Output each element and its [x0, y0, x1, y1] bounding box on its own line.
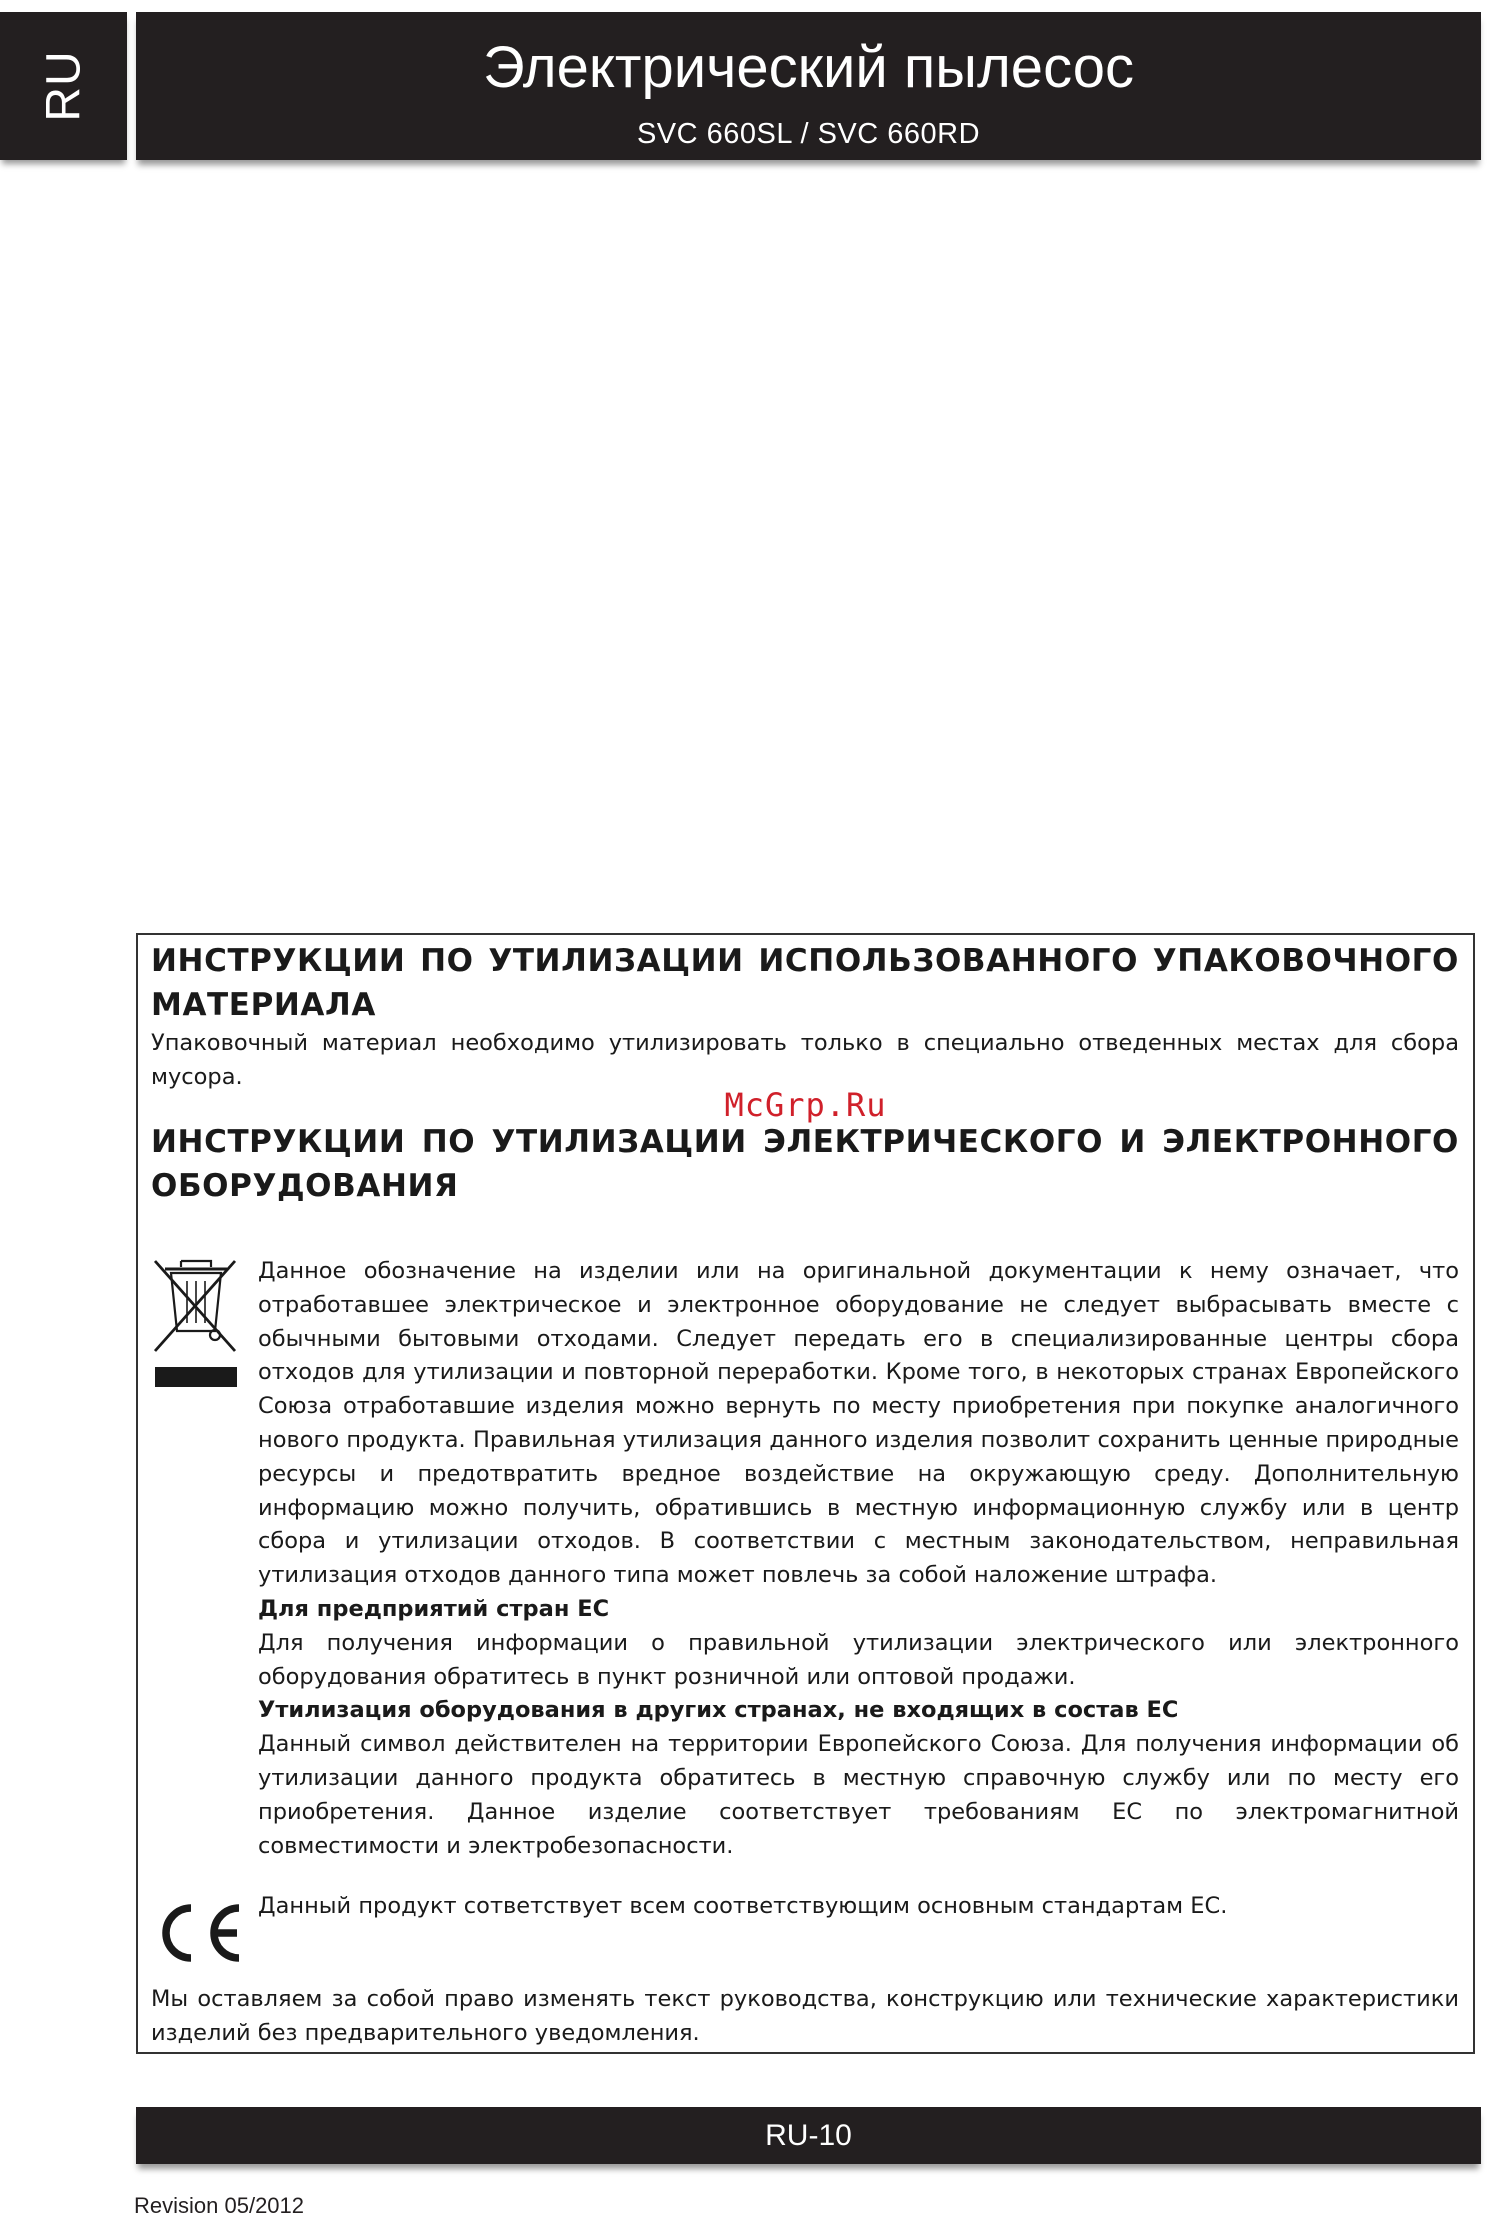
- heading-word: И: [1119, 1124, 1146, 1160]
- electronics-heading: [151, 1120, 1459, 1208]
- weee-section: [151, 1255, 1459, 1863]
- disclaimer-text: Мы оставляем за собой право изменять текст руководства, конструкцию или технические характеристики изделий без предварительного уведомления.: [151, 1986, 1459, 2046]
- heading-word: ИНСТРУКЦИИ: [151, 1124, 406, 1160]
- page-footer: [136, 2107, 1481, 2164]
- heading-word: ЭЛЕКТРОННОГО: [1162, 1124, 1459, 1160]
- heading-word: УТИЛИЗАЦИИ: [491, 1124, 747, 1160]
- heading-word: УТИЛИЗАЦИИ: [488, 943, 744, 979]
- eu-business-heading: Для предприятий стран ЕС: [258, 1595, 610, 1622]
- language-label: RU: [37, 50, 90, 122]
- non-eu-text: Данный символ действителен на территории Европейского Союза. Для получения информации об утилизации данного продукта обратитесь в местную справочную службу или по месту его приобретения. Данное изделие соответствует требованиям ЕС по электромагнитной совместимости и электробезопасности.: [258, 1731, 1459, 1859]
- ce-section: [151, 1890, 1459, 1924]
- ce-text: Данный продукт сответствует всем соответствующим основным стандартам ЕС.: [258, 1893, 1228, 1919]
- revision-label: Revision 05/2012: [134, 2193, 305, 2216]
- heading-word: ИНСТРУКЦИИ: [151, 943, 406, 979]
- heading-word: ИСПОЛЬЗОВАННОГО: [758, 943, 1139, 979]
- packaging-heading-line2: МАТЕРИАЛА: [151, 987, 376, 1023]
- ce-mark-icon: [151, 1902, 247, 1964]
- language-tab: [0, 12, 127, 160]
- heading-word: УПАКОВОЧНОГО: [1152, 943, 1459, 979]
- page-header: [136, 12, 1481, 160]
- weee-text-block: [258, 1255, 1459, 1863]
- non-eu-heading: Утилизация оборудования в других странах, не входящих в состав ЕС: [258, 1697, 1179, 1724]
- eu-business-text: Для получения информации о правильной утилизации электрического или электронного оборудования обратитесь в пункт розничной или оптовой продажи.: [258, 1629, 1459, 1690]
- electronics-heading-line1: [151, 1120, 1459, 1164]
- crossed-out-wheelie-bin-icon: [151, 1255, 241, 1391]
- page-title: Электрический пылесос: [483, 35, 1134, 100]
- electronics-heading-line2: ОБОРУДОВАНИЯ: [151, 1168, 459, 1204]
- packaging-text: Упаковочный материал необходимо утилизировать только в специально отведенных местах для сбора мусора.: [151, 1030, 1459, 1090]
- watermark: McGrp.Ru: [724, 1086, 887, 1124]
- heading-word: ПО: [421, 1124, 476, 1160]
- packaging-heading-line1: [151, 939, 1459, 983]
- page-number: RU-10: [765, 2119, 852, 2152]
- disposal-instructions-box: [136, 933, 1475, 2054]
- packaging-heading: [151, 939, 1459, 1027]
- model-subtitle: SVC 660SL / SVC 660RD: [636, 118, 981, 150]
- heading-word: ЭЛЕКТРИЧЕСКОГО: [763, 1124, 1104, 1160]
- weee-text: Данное обозначение на изделии или на оригинальной документации к нему означает, что отработавшее электрическое и электронное оборудование не следует выбрасывать вместе с обычными бытовыми отходами. Следует передать его в специализированные центры сбора отходов для утилизации и повторной переработки. Кроме того, в некоторых странах Европейского Союза отработавшие изделия можно вернуть по месту приобретения при покупке аналогичного нового продукта. Правильная утилизация данного изделия позволит сохранить ценные природные ресурсы и предотвратить вредное воздействие на окружающую среду. Дополнительную информацию можно получить, обратившись в местную информационную службу или в центр сбора и утилизации отходов. В соответствии с местным законодательством, неправильная утилизация отходов данного типа может повлечь за собой наложение штрафа.: [258, 1258, 1459, 1589]
- heading-word: ПО: [420, 943, 474, 979]
